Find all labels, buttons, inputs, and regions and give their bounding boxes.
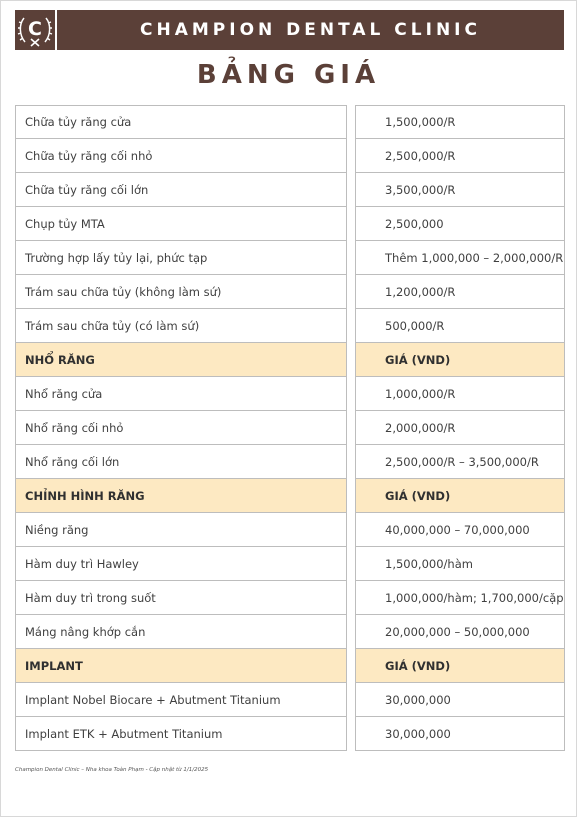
table-row — [15, 139, 565, 173]
column-gap — [347, 615, 355, 649]
laurel-logo-icon — [15, 10, 55, 50]
column-gap — [347, 275, 355, 309]
service-price: 3,500,000/R — [355, 173, 565, 207]
table-row — [15, 207, 565, 241]
section-title: NHỔ RĂNG — [15, 343, 347, 377]
table-row — [15, 513, 565, 547]
service-price: 40,000,000 – 70,000,000 — [355, 513, 565, 547]
table-row — [15, 173, 565, 207]
table-row — [15, 581, 565, 615]
section-header-row — [15, 343, 565, 377]
table-row — [15, 309, 565, 343]
service-price: 2,500,000 — [355, 207, 565, 241]
price-column-header: GIÁ (VND) — [355, 479, 565, 513]
table-row — [15, 683, 565, 717]
service-name: Chữa tủy răng cối nhỏ — [15, 139, 347, 173]
service-price: 1,200,000/R — [355, 275, 565, 309]
service-price: 2,500,000/R — [355, 139, 565, 173]
service-price: 2,500,000/R – 3,500,000/R — [355, 445, 565, 479]
price-column-header: GIÁ (VND) — [355, 343, 565, 377]
service-price: 1,500,000/hàm — [355, 547, 565, 581]
service-name: Niềng răng — [15, 513, 347, 547]
section-title: IMPLANT — [15, 649, 347, 683]
column-gap — [347, 581, 355, 615]
service-price: 20,000,000 – 50,000,000 — [355, 615, 565, 649]
clinic-name: CHAMPION DENTAL CLINIC — [57, 10, 564, 50]
table-row — [15, 275, 565, 309]
column-gap — [347, 207, 355, 241]
service-name: Chụp tủy MTA — [15, 207, 347, 241]
footer-note: Champion Dental Clinic – Nha khoa Toàn Phạm - Cập nhật từ 1/1/2025 — [15, 767, 209, 773]
price-table — [15, 105, 565, 751]
service-name: Trám sau chữa tủy (không làm sứ) — [15, 275, 347, 309]
section-title: CHỈNH HÌNH RĂNG — [15, 479, 347, 513]
service-name: Nhổ răng cối lớn — [15, 445, 347, 479]
section-header-row — [15, 649, 565, 683]
column-gap — [347, 139, 355, 173]
column-gap — [347, 343, 355, 377]
column-gap — [347, 445, 355, 479]
service-price: 30,000,000 — [355, 683, 565, 717]
service-name: Máng nâng khớp cắn — [15, 615, 347, 649]
clinic-logo — [15, 10, 55, 50]
table-row — [15, 717, 565, 751]
service-price: 1,000,000/R — [355, 377, 565, 411]
service-name: Hàm duy trì Hawley — [15, 547, 347, 581]
service-name: Trám sau chữa tủy (có làm sứ) — [15, 309, 347, 343]
section-header-row — [15, 479, 565, 513]
service-name: Chữa tủy răng cối lớn — [15, 173, 347, 207]
column-gap — [347, 309, 355, 343]
column-gap — [347, 377, 355, 411]
header-bar — [15, 10, 564, 50]
table-row — [15, 547, 565, 581]
service-price: Thêm 1,000,000 – 2,000,000/R — [355, 241, 565, 275]
column-gap — [347, 479, 355, 513]
service-price: 500,000/R — [355, 309, 565, 343]
service-name: Nhổ răng cửa — [15, 377, 347, 411]
table-row — [15, 445, 565, 479]
service-name: Chữa tủy răng cửa — [15, 105, 347, 139]
service-name: Trường hợp lấy tủy lại, phức tạp — [15, 241, 347, 275]
column-gap — [347, 717, 355, 751]
column-gap — [347, 649, 355, 683]
service-name: Implant ETK + Abutment Titanium — [15, 717, 347, 751]
table-row — [15, 105, 565, 139]
table-row — [15, 377, 565, 411]
service-name: Implant Nobel Biocare + Abutment Titanium — [15, 683, 347, 717]
column-gap — [347, 241, 355, 275]
table-row — [15, 615, 565, 649]
service-name: Hàm duy trì trong suốt — [15, 581, 347, 615]
service-price: 1,000,000/hàm; 1,700,000/cặp — [355, 581, 565, 615]
column-gap — [347, 513, 355, 547]
logo-letter: C — [28, 18, 42, 40]
column-gap — [347, 105, 355, 139]
service-price: 1,500,000/R — [355, 105, 565, 139]
column-gap — [347, 411, 355, 445]
table-row — [15, 411, 565, 445]
service-price: 2,000,000/R — [355, 411, 565, 445]
column-gap — [347, 683, 355, 717]
service-price: 30,000,000 — [355, 717, 565, 751]
column-gap — [347, 173, 355, 207]
price-column-header: GIÁ (VND) — [355, 649, 565, 683]
column-gap — [347, 547, 355, 581]
service-name: Nhổ răng cối nhỏ — [15, 411, 347, 445]
page-title: BẢNG GIÁ — [196, 60, 381, 90]
table-row — [15, 241, 565, 275]
